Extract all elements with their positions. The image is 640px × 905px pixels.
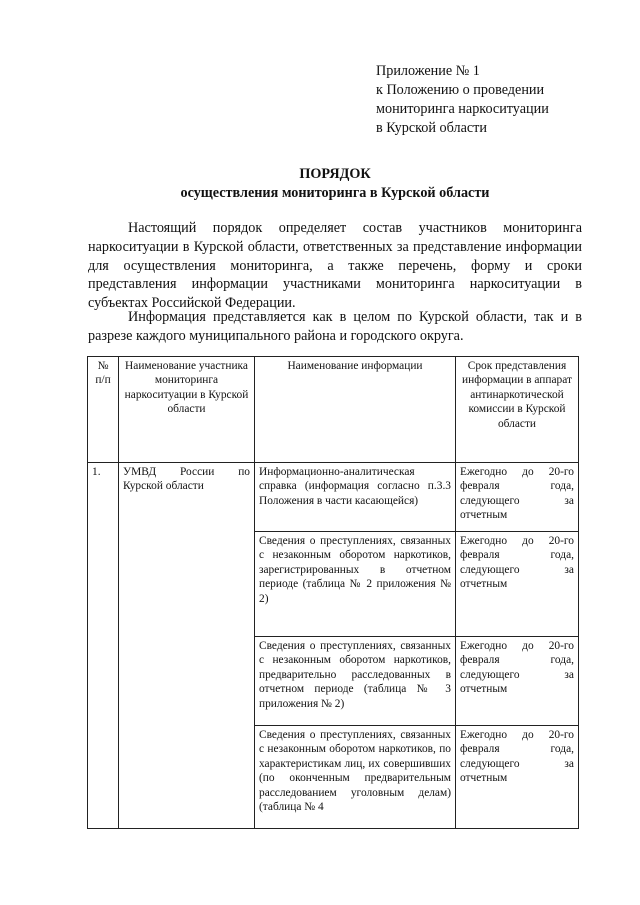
row-participant: УМВД России по Курской области — [119, 463, 255, 829]
info-cell: Сведения о преступлениях, связанных с незаконным оборотом наркотиков, предварительно расследованных в отчетном периоде (таблица № 3 приложения № 2) — [255, 637, 456, 726]
deadline-cell: Ежегодно до 20-го февраля года, следующего за отчетным — [456, 463, 579, 532]
info-cell: Информационно-аналитическая справка (информация согласно п.3.3 Положения в части касающейся) — [255, 463, 456, 532]
annex-block — [376, 62, 616, 138]
header-info: Наименование информации — [255, 357, 456, 463]
paragraph-2: Информация представляется как в целом по Курской области, так и в разрезе каждого муниципального района и городского округа. — [88, 309, 582, 344]
annex-line-1: Приложение № 1 — [376, 63, 480, 79]
info-cell — [255, 726, 456, 829]
annex-line-4: в Курской области — [376, 120, 487, 136]
document-title: ПОРЯДОК — [299, 166, 371, 182]
header-participant: Наименование участника мониторинга наркоситуации в Курской области — [119, 357, 255, 463]
info-cell-text: Сведения о преступлениях, связанных с незаконным оборотом наркотиков, по характеристикам лиц, их совершивших (по оконченным предварительным расследованием уголовным делам) (таблица № 4 — [259, 729, 451, 814]
annex-line-3: мониторинга наркоситуации — [376, 101, 549, 117]
monitoring-table — [87, 356, 579, 829]
header-deadline: Срок представления информации в аппарат антинаркотической комиссии в Курской области — [456, 357, 579, 463]
table-row — [88, 463, 579, 532]
deadline-cell: Ежегодно до 20-го февраля года, следующего за отчетным — [456, 726, 579, 829]
deadline-cell: Ежегодно до 20-го февраля года, следующего за отчетным — [456, 637, 579, 726]
row-number: 1. — [88, 463, 119, 829]
paragraph-1: Настоящий порядок определяет состав участников мониторинга наркоситуации в Курской области, ответственных за представление информации для осуществления мониторинга, а также перечень, форму и сроки представления информации участниками мониторинга наркоситуации в субъектах Российской Федерации. — [88, 220, 582, 312]
header-num: № п/п — [88, 357, 119, 463]
document-subtitle: осуществления мониторинга в Курской области — [180, 185, 490, 201]
info-cell: Сведения о преступлениях, связанных с незаконным оборотом наркотиков, зарегистрированных в отчетном периоде (таблица № 2 приложения № 2) — [255, 532, 456, 637]
annex-line-2: к Положению о проведении — [376, 82, 545, 98]
table-header-row — [88, 357, 579, 463]
deadline-cell: Ежегодно до 20-го февраля года, следующего за отчетным — [456, 532, 579, 637]
